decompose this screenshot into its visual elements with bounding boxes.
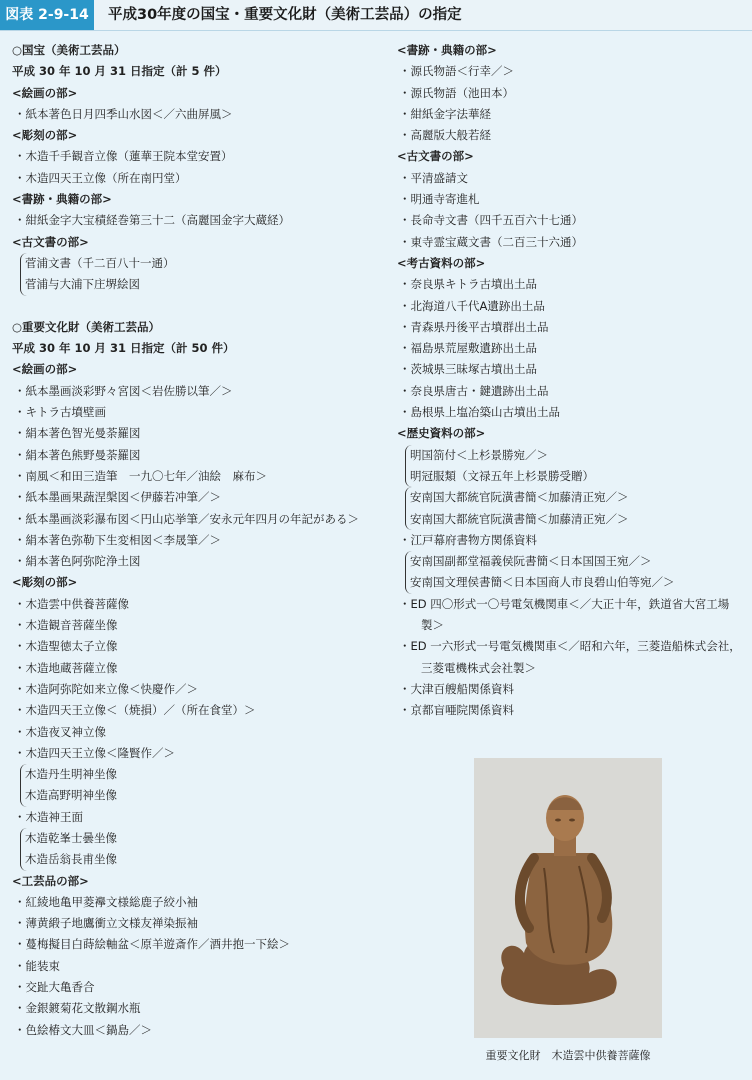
list-item: ・奈良県キトラ古墳出土品 bbox=[399, 277, 537, 292]
grouped-item: 木造乾峯士曇坐像 bbox=[25, 830, 117, 845]
bodhisattva-statue-photo bbox=[474, 758, 662, 1038]
list-item: ・木造四天王立像＜（焼損）／（所在食堂）＞ bbox=[14, 703, 256, 718]
left-column bbox=[12, 40, 382, 1041]
list-item: ・木造千手観音立像（蓮華王院本堂安置） bbox=[14, 149, 233, 164]
list-item: ・大津百艘船関係資料 bbox=[399, 681, 514, 696]
list-item: ・絹本著色智光曼荼羅図 bbox=[14, 426, 141, 441]
list-item: ・島根県上塩冶築山古墳出土品 bbox=[399, 405, 560, 420]
grouped-items bbox=[20, 828, 382, 871]
section-heading: <書跡・典籍の部> bbox=[397, 43, 497, 57]
list-item: ・南風＜和田三造筆 一九〇七年／油絵 麻布＞ bbox=[14, 468, 267, 483]
list-item: ・蔓梅擬目白蒔絵軸盆＜原羊遊斎作／酒井抱一下絵＞ bbox=[14, 937, 290, 952]
grouped-items bbox=[20, 764, 382, 807]
list-item-continuation: 三菱電機株式会社製＞ bbox=[421, 660, 536, 675]
figure-title: 平成30年度の国宝・重要文化財（美術工芸品）の指定 bbox=[108, 7, 462, 23]
grouped-item: 安南国大都統官阮潢書簡＜加藤清正宛／＞ bbox=[410, 490, 629, 505]
grouped-item: 安南国文理侯書簡＜日本国商人市良碧山伯等宛／＞ bbox=[410, 575, 675, 590]
list-item: ・木造神王面 bbox=[14, 809, 83, 824]
list-item: ・北海道八千代A遺跡出土品 bbox=[399, 298, 545, 313]
section-heading: <書跡・典籍の部> bbox=[12, 192, 112, 207]
section-heading: <工芸品の部> bbox=[12, 873, 89, 888]
list-item: ・ED 四〇形式一〇号電気機関車＜／大正十年，鉄道省大宮工場 bbox=[399, 596, 730, 611]
list-item: ・木造聖徳太子立像 bbox=[14, 639, 118, 654]
list-item: ・金銀鍍菊花文散鋼水瓶 bbox=[14, 1001, 141, 1016]
grouped-items bbox=[405, 445, 742, 488]
section-heading: <彫刻の部> bbox=[12, 575, 78, 590]
list-item: ・ED 一六形式一号電気機関車＜／昭和六年，三菱造船株式会社， bbox=[399, 639, 741, 654]
right-column bbox=[397, 40, 742, 722]
photo-caption: 重要文化財 木造雲中供養菩薩像 bbox=[485, 1049, 651, 1062]
grouped-item: 安南国大都統官阮潢書簡＜加藤清正宛／＞ bbox=[410, 511, 629, 526]
list-item-continuation: 製＞ bbox=[421, 618, 444, 633]
list-item: ・長命寺文書（四千五百六十七通） bbox=[399, 213, 583, 228]
section-heading: <歴史資料の部> bbox=[397, 426, 486, 441]
list-item: ・紺紙金字法華経 bbox=[399, 106, 491, 121]
grouped-item: 菅浦与大浦下庄堺絵図 bbox=[25, 277, 140, 292]
list-item: ・福島県荒屋敷遺跡出土品 bbox=[399, 341, 537, 356]
list-item: ・交趾大亀香合 bbox=[14, 980, 95, 995]
grouped-item: 明国箚付＜上杉景勝宛／＞ bbox=[410, 447, 548, 462]
grouped-items bbox=[405, 551, 742, 594]
list-item: ・色絵椿文大皿＜鍋島／＞ bbox=[14, 1022, 152, 1037]
section-spacer bbox=[12, 296, 382, 317]
section-heading: 平成 30 年 10 月 31 日指定（計 50 件） bbox=[12, 341, 235, 356]
section-heading: <古文書の部> bbox=[12, 234, 89, 249]
grouped-item: 木造高野明神坐像 bbox=[25, 788, 117, 803]
section-heading: ○国宝（美術工芸品） bbox=[12, 43, 126, 57]
list-item: ・紙本墨画果蔬涅槃図＜伊藤若冲筆／＞ bbox=[14, 490, 221, 505]
list-item: ・茨城県三昧塚古墳出土品 bbox=[399, 362, 537, 377]
list-item: ・木造阿弥陀如来立像＜快慶作／＞ bbox=[14, 681, 198, 696]
list-item: ・木造四天王立像（所在南円堂） bbox=[14, 170, 187, 185]
section-heading: <絵画の部> bbox=[12, 362, 78, 377]
list-item: ・絹本著色阿弥陀浄土図 bbox=[14, 554, 141, 569]
list-item: ・源氏物語（池田本） bbox=[399, 85, 514, 100]
grouped-items bbox=[405, 487, 742, 530]
list-item: ・キトラ古墳壁画 bbox=[14, 405, 106, 420]
section-heading: <絵画の部> bbox=[12, 85, 78, 100]
list-item: ・木造観音菩薩坐像 bbox=[14, 618, 118, 633]
section-heading: <古文書の部> bbox=[397, 149, 474, 164]
list-item: ・江戸幕府書物方関係資料 bbox=[399, 532, 537, 547]
list-item: ・紙本墨画淡彩瀑布図＜円山応挙筆／安永元年四月の年記がある＞ bbox=[14, 511, 359, 526]
section-heading: <考古資料の部> bbox=[397, 255, 486, 270]
section-heading: <彫刻の部> bbox=[12, 128, 78, 143]
statue-illustration bbox=[474, 758, 662, 1038]
list-item: ・能装束 bbox=[14, 958, 60, 973]
figure-label: 図表 2-9-14 bbox=[0, 0, 94, 30]
grouped-item: 明冠服類（文禄五年上杉景勝受贈） bbox=[410, 468, 594, 483]
list-item: ・薄黄緞子地鷹衝立文様友禅染振袖 bbox=[14, 916, 198, 931]
list-item: ・紺紙金字大宝積経巻第三十二（高麗国金字大蔵経） bbox=[14, 213, 290, 228]
list-item: ・奈良県唐古・鍵遺跡出土品 bbox=[399, 383, 549, 398]
list-item: ・紙本墨画淡彩野々宮図＜岩佐勝以筆／＞ bbox=[14, 383, 233, 398]
list-item: ・木造夜叉神立像 bbox=[14, 724, 106, 739]
grouped-item: 菅浦文書（千二百八十一通） bbox=[25, 255, 175, 270]
list-item: ・明通寺寄進札 bbox=[399, 192, 480, 207]
section-heading: 平成 30 年 10 月 31 日指定（計 5 件） bbox=[12, 64, 227, 79]
list-item: ・絹本著色弥勒下生変相図＜李晟筆／＞ bbox=[14, 532, 221, 547]
grouped-item: 木造岳翁長甫坐像 bbox=[25, 852, 117, 867]
list-item: ・源氏物語＜行幸／＞ bbox=[399, 64, 514, 79]
list-item: ・平清盛請文 bbox=[399, 170, 468, 185]
list-item: ・紙本著色日月四季山水図＜／六曲屏風＞ bbox=[14, 106, 233, 121]
list-item: ・紅綾地亀甲菱襷文様総鹿子絞小袖 bbox=[14, 894, 198, 909]
grouped-items bbox=[20, 253, 382, 296]
grouped-item: 安南国副都堂福義侯阮書簡＜日本国国王宛／＞ bbox=[410, 554, 652, 569]
list-item: ・木造四天王立像＜隆賢作／＞ bbox=[14, 745, 175, 760]
grouped-item: 木造丹生明神坐像 bbox=[25, 767, 117, 782]
list-item: ・高麗版大般若経 bbox=[399, 128, 491, 143]
figure-header bbox=[0, 0, 752, 31]
list-item: ・木造雲中供養菩薩像 bbox=[14, 596, 129, 611]
section-heading: ○重要文化財（美術工芸品） bbox=[12, 319, 161, 334]
list-item: ・絹本著色熊野曼荼羅図 bbox=[14, 447, 141, 462]
list-item: ・木造地蔵菩薩立像 bbox=[14, 660, 118, 675]
list-item: ・東寺霊宝蔵文書（二百三十六通） bbox=[399, 234, 583, 249]
list-item: ・京都盲唖院関係資料 bbox=[399, 703, 514, 718]
list-item: ・青森県丹後平古墳群出土品 bbox=[399, 319, 549, 334]
